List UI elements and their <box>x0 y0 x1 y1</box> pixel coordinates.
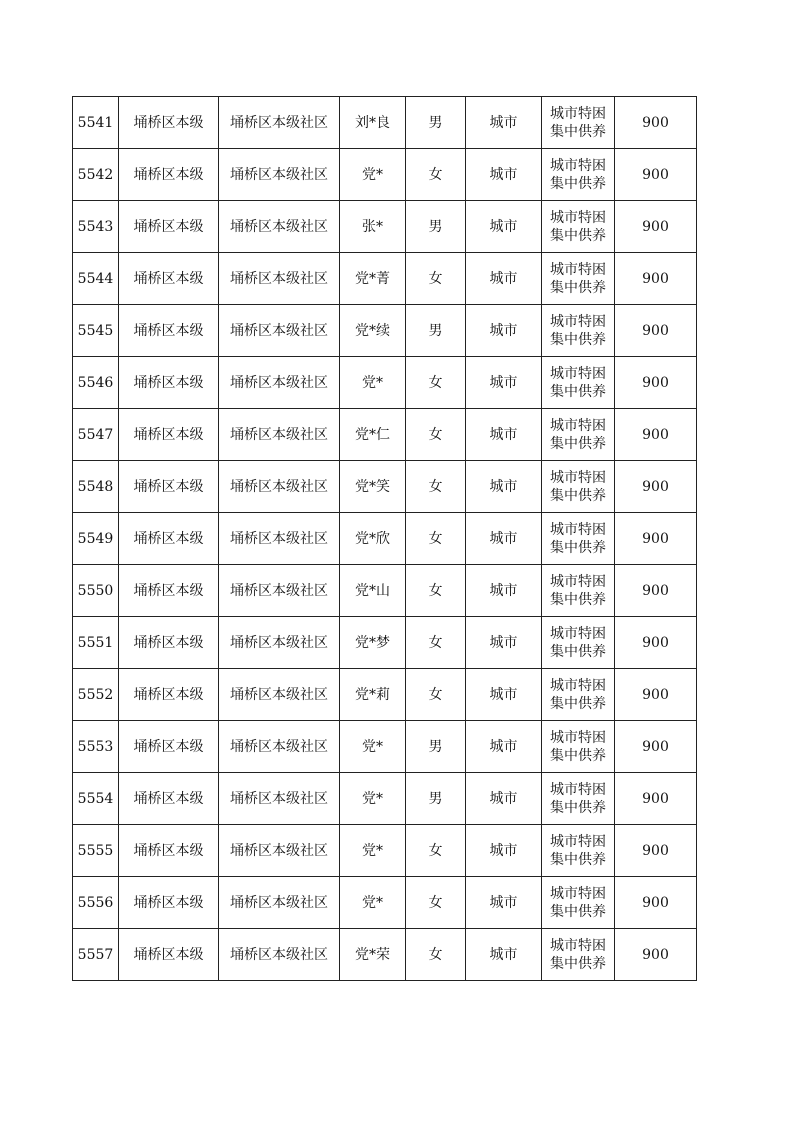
cell-gender: 男 <box>406 201 466 253</box>
cell-area: 城市 <box>466 825 542 877</box>
cell-amount: 900 <box>615 877 697 929</box>
cell-community: 埇桥区本级社区 <box>219 409 340 461</box>
cell-district: 埇桥区本级 <box>119 877 219 929</box>
cell-area: 城市 <box>466 773 542 825</box>
cell-gender: 女 <box>406 669 466 721</box>
cell-id: 5557 <box>73 929 119 981</box>
cell-community: 埇桥区本级社区 <box>219 877 340 929</box>
cell-id: 5544 <box>73 253 119 305</box>
cell-type <box>542 409 615 461</box>
cell-id: 5554 <box>73 773 119 825</box>
cell-gender: 女 <box>406 825 466 877</box>
cell-amount: 900 <box>615 565 697 617</box>
cell-area: 城市 <box>466 513 542 565</box>
table-row <box>73 357 697 409</box>
table-row <box>73 773 697 825</box>
cell-district: 埇桥区本级 <box>119 929 219 981</box>
cell-area: 城市 <box>466 877 542 929</box>
table-body <box>73 97 697 981</box>
table-row <box>73 877 697 929</box>
cell-amount: 900 <box>615 97 697 149</box>
table-row <box>73 201 697 253</box>
cell-community: 埇桥区本级社区 <box>219 305 340 357</box>
cell-type-text: 城市特困集中供养 <box>550 521 606 556</box>
cell-type-text: 城市特困集中供养 <box>550 573 606 608</box>
cell-type-text: 城市特困集中供养 <box>550 729 606 764</box>
cell-name: 党* <box>340 825 406 877</box>
cell-district: 埇桥区本级 <box>119 565 219 617</box>
cell-area: 城市 <box>466 357 542 409</box>
cell-type-text: 城市特困集中供养 <box>550 417 606 452</box>
cell-community: 埇桥区本级社区 <box>219 357 340 409</box>
cell-area: 城市 <box>466 721 542 773</box>
cell-gender: 女 <box>406 565 466 617</box>
cell-type <box>542 513 615 565</box>
cell-id: 5556 <box>73 877 119 929</box>
cell-gender: 女 <box>406 149 466 201</box>
cell-type-text: 城市特困集中供养 <box>550 209 606 244</box>
cell-id: 5548 <box>73 461 119 513</box>
cell-gender: 男 <box>406 773 466 825</box>
cell-type <box>542 825 615 877</box>
cell-area: 城市 <box>466 253 542 305</box>
cell-amount: 900 <box>615 409 697 461</box>
cell-type <box>542 201 615 253</box>
cell-id: 5547 <box>73 409 119 461</box>
cell-district: 埇桥区本级 <box>119 357 219 409</box>
cell-name: 党*梦 <box>340 617 406 669</box>
table-row <box>73 461 697 513</box>
cell-amount: 900 <box>615 201 697 253</box>
cell-amount: 900 <box>615 721 697 773</box>
cell-type-text: 城市特困集中供养 <box>550 833 606 868</box>
cell-type <box>542 617 615 669</box>
cell-area: 城市 <box>466 461 542 513</box>
cell-amount: 900 <box>615 929 697 981</box>
cell-area: 城市 <box>466 409 542 461</box>
cell-area: 城市 <box>466 669 542 721</box>
cell-type-text: 城市特困集中供养 <box>550 157 606 192</box>
cell-area: 城市 <box>466 617 542 669</box>
cell-district: 埇桥区本级 <box>119 149 219 201</box>
cell-type-text: 城市特困集中供养 <box>550 625 606 660</box>
cell-type-text: 城市特困集中供养 <box>550 781 606 816</box>
cell-district: 埇桥区本级 <box>119 97 219 149</box>
table-row <box>73 513 697 565</box>
cell-type-text: 城市特困集中供养 <box>550 261 606 296</box>
cell-name: 党*荣 <box>340 929 406 981</box>
cell-gender: 女 <box>406 461 466 513</box>
cell-community: 埇桥区本级社区 <box>219 513 340 565</box>
cell-area: 城市 <box>466 97 542 149</box>
data-table <box>72 96 697 981</box>
cell-amount: 900 <box>615 513 697 565</box>
cell-name: 党* <box>340 357 406 409</box>
cell-amount: 900 <box>615 461 697 513</box>
cell-gender: 女 <box>406 929 466 981</box>
cell-district: 埇桥区本级 <box>119 669 219 721</box>
cell-amount: 900 <box>615 825 697 877</box>
cell-area: 城市 <box>466 305 542 357</box>
table-row <box>73 305 697 357</box>
table-row <box>73 825 697 877</box>
cell-district: 埇桥区本级 <box>119 721 219 773</box>
cell-type-text: 城市特困集中供养 <box>550 313 606 348</box>
cell-id: 5552 <box>73 669 119 721</box>
cell-gender: 女 <box>406 617 466 669</box>
cell-amount: 900 <box>615 773 697 825</box>
cell-community: 埇桥区本级社区 <box>219 825 340 877</box>
cell-id: 5546 <box>73 357 119 409</box>
cell-id: 5555 <box>73 825 119 877</box>
cell-gender: 女 <box>406 357 466 409</box>
cell-type-text: 城市特困集中供养 <box>550 677 606 712</box>
cell-district: 埇桥区本级 <box>119 253 219 305</box>
cell-gender: 女 <box>406 513 466 565</box>
cell-area: 城市 <box>466 149 542 201</box>
cell-name: 党* <box>340 877 406 929</box>
cell-name: 党* <box>340 773 406 825</box>
cell-type-text: 城市特困集中供养 <box>550 885 606 920</box>
table-row <box>73 409 697 461</box>
table-row <box>73 617 697 669</box>
cell-type-text: 城市特困集中供养 <box>550 105 606 140</box>
cell-district: 埇桥区本级 <box>119 409 219 461</box>
cell-amount: 900 <box>615 357 697 409</box>
cell-area: 城市 <box>466 929 542 981</box>
cell-district: 埇桥区本级 <box>119 825 219 877</box>
cell-name: 党*菁 <box>340 253 406 305</box>
cell-id: 5543 <box>73 201 119 253</box>
cell-community: 埇桥区本级社区 <box>219 617 340 669</box>
cell-gender: 女 <box>406 409 466 461</box>
cell-id: 5551 <box>73 617 119 669</box>
cell-id: 5542 <box>73 149 119 201</box>
cell-name: 张* <box>340 201 406 253</box>
cell-area: 城市 <box>466 201 542 253</box>
table-row <box>73 721 697 773</box>
cell-community: 埇桥区本级社区 <box>219 97 340 149</box>
cell-community: 埇桥区本级社区 <box>219 773 340 825</box>
table-row <box>73 669 697 721</box>
cell-district: 埇桥区本级 <box>119 513 219 565</box>
cell-amount: 900 <box>615 617 697 669</box>
cell-community: 埇桥区本级社区 <box>219 253 340 305</box>
cell-name: 党*仁 <box>340 409 406 461</box>
cell-amount: 900 <box>615 669 697 721</box>
cell-type <box>542 877 615 929</box>
cell-amount: 900 <box>615 253 697 305</box>
cell-name: 党* <box>340 721 406 773</box>
cell-type <box>542 773 615 825</box>
cell-community: 埇桥区本级社区 <box>219 669 340 721</box>
cell-gender: 男 <box>406 97 466 149</box>
cell-gender: 女 <box>406 877 466 929</box>
cell-type <box>542 97 615 149</box>
cell-gender: 男 <box>406 721 466 773</box>
cell-type <box>542 253 615 305</box>
cell-district: 埇桥区本级 <box>119 617 219 669</box>
cell-community: 埇桥区本级社区 <box>219 461 340 513</box>
cell-type <box>542 721 615 773</box>
cell-type-text: 城市特困集中供养 <box>550 937 606 972</box>
cell-district: 埇桥区本级 <box>119 773 219 825</box>
cell-community: 埇桥区本级社区 <box>219 149 340 201</box>
cell-id: 5549 <box>73 513 119 565</box>
table-row <box>73 929 697 981</box>
cell-id: 5541 <box>73 97 119 149</box>
cell-gender: 女 <box>406 253 466 305</box>
cell-type <box>542 461 615 513</box>
table-row <box>73 253 697 305</box>
cell-id: 5550 <box>73 565 119 617</box>
cell-district: 埇桥区本级 <box>119 201 219 253</box>
cell-district: 埇桥区本级 <box>119 305 219 357</box>
cell-amount: 900 <box>615 149 697 201</box>
cell-name: 刘*良 <box>340 97 406 149</box>
cell-name: 党*笑 <box>340 461 406 513</box>
cell-type <box>542 357 615 409</box>
cell-name: 党*山 <box>340 565 406 617</box>
cell-area: 城市 <box>466 565 542 617</box>
cell-community: 埇桥区本级社区 <box>219 721 340 773</box>
cell-gender: 男 <box>406 305 466 357</box>
cell-type-text: 城市特困集中供养 <box>550 469 606 504</box>
cell-community: 埇桥区本级社区 <box>219 565 340 617</box>
cell-type <box>542 669 615 721</box>
cell-type-text: 城市特困集中供养 <box>550 365 606 400</box>
table-row <box>73 149 697 201</box>
cell-district: 埇桥区本级 <box>119 461 219 513</box>
cell-amount: 900 <box>615 305 697 357</box>
cell-type <box>542 929 615 981</box>
cell-community: 埇桥区本级社区 <box>219 201 340 253</box>
cell-type <box>542 149 615 201</box>
cell-name: 党* <box>340 149 406 201</box>
table-row <box>73 97 697 149</box>
cell-community: 埇桥区本级社区 <box>219 929 340 981</box>
cell-name: 党*欣 <box>340 513 406 565</box>
table-row <box>73 565 697 617</box>
cell-id: 5553 <box>73 721 119 773</box>
cell-id: 5545 <box>73 305 119 357</box>
cell-name: 党*莉 <box>340 669 406 721</box>
cell-type <box>542 565 615 617</box>
cell-name: 党*续 <box>340 305 406 357</box>
cell-type <box>542 305 615 357</box>
